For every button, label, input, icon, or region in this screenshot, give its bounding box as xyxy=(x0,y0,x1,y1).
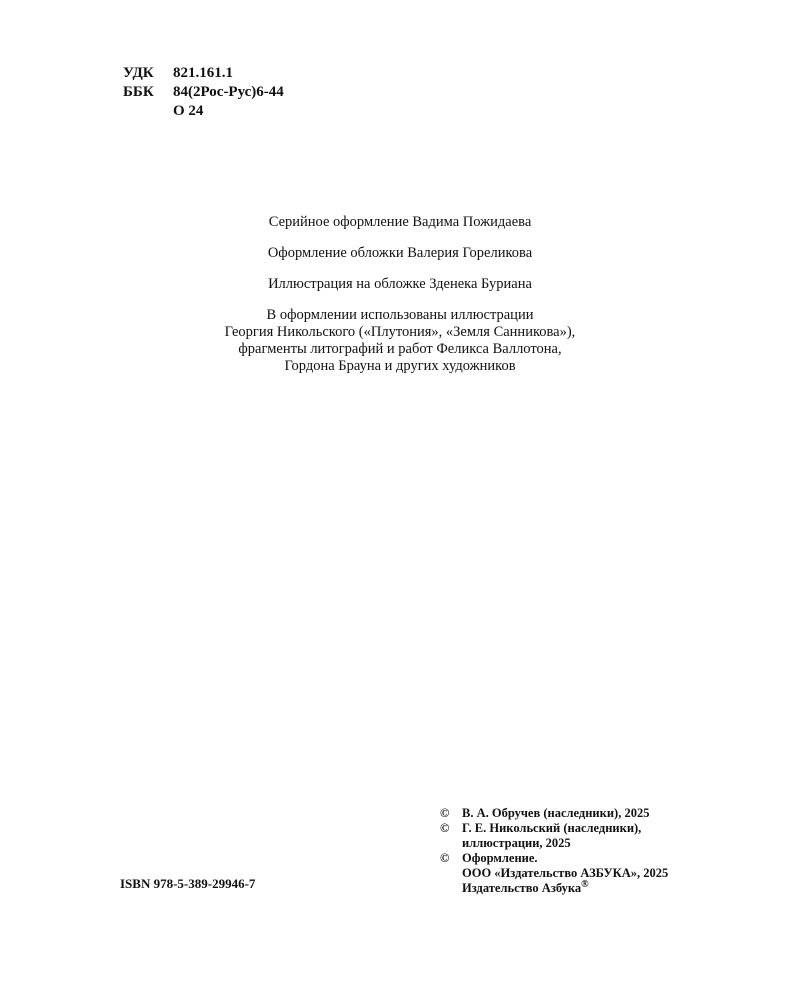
cover-design-credit: Оформление обложки Валерия Гореликова xyxy=(267,245,533,261)
bbk-value: 84(2Рос-Рус)6-44 xyxy=(173,84,284,100)
udk-label: УДК xyxy=(123,65,154,81)
copyright-entry xyxy=(440,806,668,821)
author-mark-row xyxy=(123,102,284,121)
illustrations-credit-line: В оформлении использованы иллюстрации xyxy=(266,307,534,323)
publisher-name: Издательство Азбука xyxy=(462,881,582,895)
illustrations-credit-line: Гордона Брауна и других художников xyxy=(284,358,516,374)
copyright-line: Г. Е. Никольский (наследники), xyxy=(462,821,642,835)
illustrations-credit xyxy=(0,307,800,375)
illustrations-credit-line: Георгия Никольского («Плутония», «Земля Санникова»), xyxy=(224,324,576,340)
copyright-line: ООО «Издательство АЗБУКА», 2025 xyxy=(462,866,669,880)
publisher-line xyxy=(462,878,668,896)
bbk-row xyxy=(123,83,284,102)
bbk-label: ББК xyxy=(123,84,154,100)
copyright-block xyxy=(440,806,668,896)
copyright-line: иллюстрации, 2025 xyxy=(462,836,571,850)
udk-row xyxy=(123,64,284,83)
copyright-entry xyxy=(440,821,668,851)
registered-trademark-icon: ® xyxy=(581,878,589,890)
author-mark: О 24 xyxy=(173,103,204,119)
udk-value: 821.161.1 xyxy=(173,65,233,81)
illustrations-credit-line: фрагменты литографий и работ Феликса Валлотона, xyxy=(238,341,562,357)
copyright-icon: © xyxy=(440,851,450,865)
series-design-credit: Серийное оформление Вадима Пожидаева xyxy=(268,214,532,230)
cover-illustration-credit: Иллюстрация на обложке Зденека Буриана xyxy=(268,276,532,292)
classification-block xyxy=(123,64,284,121)
isbn: ISBN 978-5-389-29946-7 xyxy=(120,876,256,891)
copyright-line: В. А. Обручев (наследники), 2025 xyxy=(462,806,650,820)
copyright-entry xyxy=(440,851,668,896)
copyright-icon: © xyxy=(440,821,450,835)
copyright-icon: © xyxy=(440,806,450,820)
design-credits xyxy=(0,214,800,375)
copyright-line: Оформление. xyxy=(462,851,538,865)
